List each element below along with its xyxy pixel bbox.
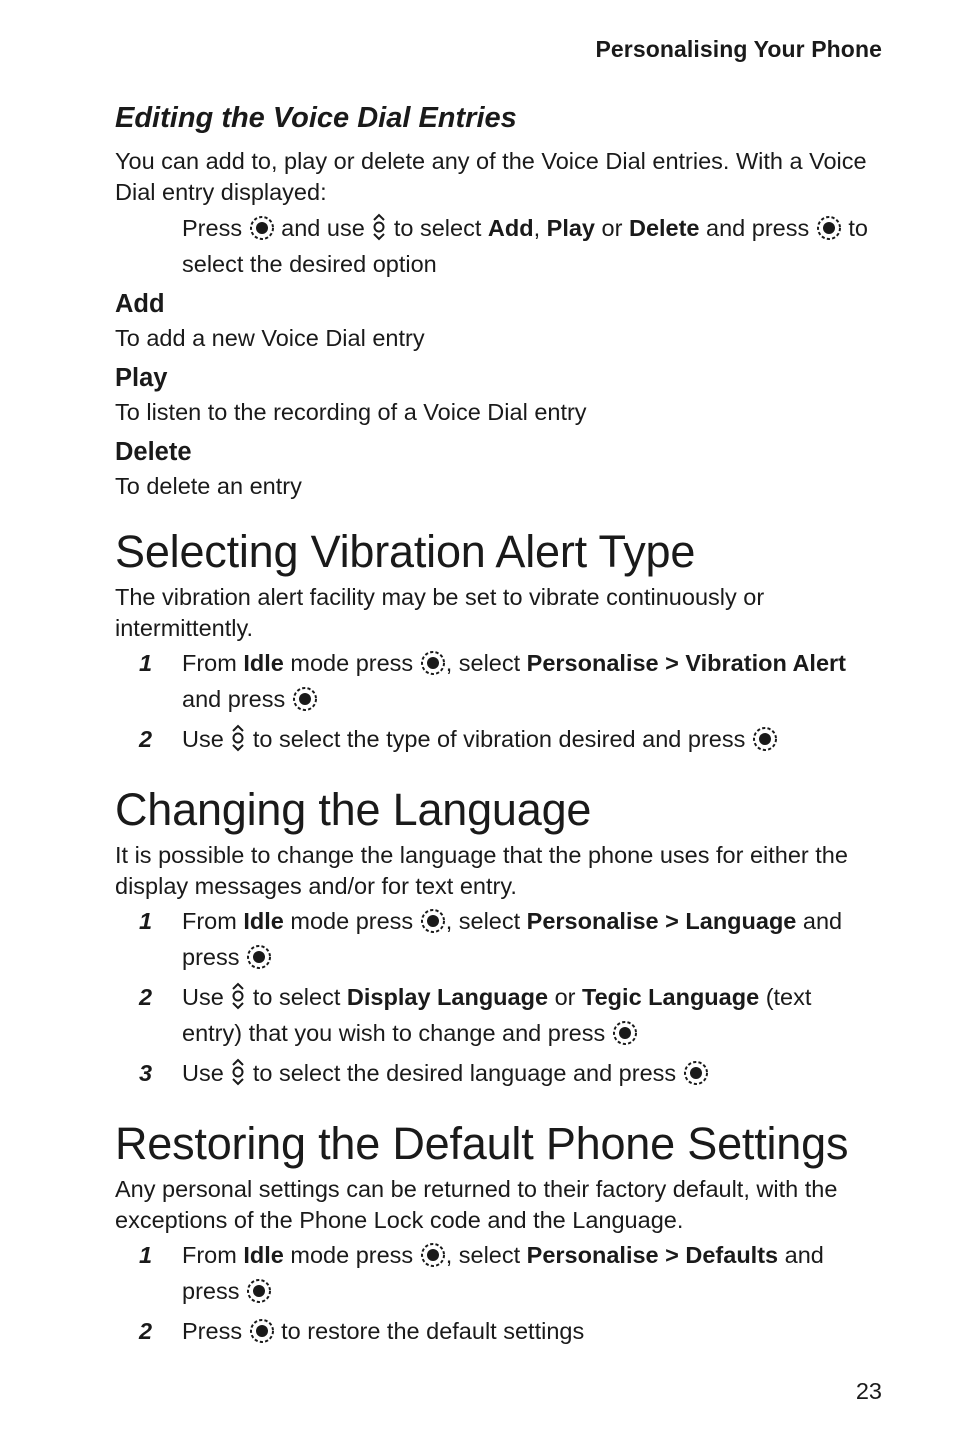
page-content [115, 100, 875, 1356]
select-key-icon [249, 1318, 275, 1352]
defaults-intro: Any personal settings can be returned to their factory default, with the exceptions of the Phone Lock code and the Language. [115, 1176, 838, 1233]
defaults-step-1: 1 From Idle mode press , select Personalise > Defaults and press [115, 1240, 875, 1312]
term-play: Play [115, 364, 168, 392]
scroll-key-icon [230, 724, 246, 760]
voice-dial-intro: You can add to, play or delete any of the Voice Dial entries. With a Voice Dial entry displayed: [115, 148, 867, 205]
voice-dial-instruction: Press and use to select Add, Play or Delete and press to select the desired option [182, 215, 868, 277]
vibration-steps [115, 648, 875, 760]
step-number: 1 [139, 1242, 153, 1268]
scroll-key-icon [371, 213, 387, 249]
defaults-title: Restoring the Default Phone Settings [115, 1118, 849, 1169]
term-delete-desc: To delete an entry [115, 473, 302, 499]
defaults-steps [115, 1240, 875, 1352]
language-steps [115, 906, 875, 1094]
select-key-icon [420, 908, 446, 942]
select-key-icon [612, 1020, 638, 1054]
language-step-2: 2 Use to select Display Language or Tegic Language (text entry) that you wish to change and press [115, 982, 875, 1054]
term-add-desc: To add a new Voice Dial entry [115, 325, 425, 351]
scroll-key-icon [230, 1058, 246, 1094]
step-number: 2 [139, 726, 153, 752]
page-number: 23 [855, 1378, 882, 1404]
select-key-icon [420, 650, 446, 684]
defaults-step-2: 2 Press to restore the default settings [115, 1316, 875, 1352]
select-key-icon [246, 944, 272, 978]
select-key-icon [292, 686, 318, 720]
language-section [115, 784, 875, 1094]
vibration-intro: The vibration alert facility may be set to vibrate continuously or intermittently. [115, 584, 765, 641]
select-key-icon [249, 215, 275, 249]
step-number: 1 [139, 908, 153, 934]
language-step-1: 1 From Idle mode press , select Personalise > Language and press [115, 906, 875, 978]
vibration-title: Selecting Vibration Alert Type [115, 526, 696, 577]
step-number: 1 [139, 650, 153, 676]
vibration-step-2: 2 Use to select the type of vibration desired and press [115, 724, 875, 760]
select-key-icon [752, 726, 778, 760]
step-number: 2 [139, 984, 153, 1010]
select-key-icon [420, 1242, 446, 1276]
running-header: Personalising Your Phone [595, 36, 882, 62]
vibration-section [115, 526, 875, 760]
voice-dial-title: Editing the Voice Dial Entries [115, 102, 517, 134]
select-key-icon [816, 215, 842, 249]
term-delete: Delete [115, 438, 192, 466]
step-number: 3 [139, 1060, 153, 1086]
language-title: Changing the Language [115, 784, 592, 835]
select-key-icon [246, 1278, 272, 1312]
scroll-key-icon [230, 982, 246, 1018]
select-key-icon [683, 1060, 709, 1094]
language-step-3: 3 Use to select the desired language and press [115, 1058, 875, 1094]
term-add: Add [115, 290, 165, 318]
step-number: 2 [139, 1318, 153, 1344]
language-intro: It is possible to change the language that the phone uses for either the display messages and/or for text entry. [115, 842, 848, 899]
defaults-section [115, 1118, 875, 1352]
term-play-desc: To listen to the recording of a Voice Dial entry [115, 399, 587, 425]
vibration-step-1: 1 From Idle mode press , select Personalise > Vibration Alert and press [115, 648, 875, 720]
voice-dial-section [115, 100, 875, 502]
